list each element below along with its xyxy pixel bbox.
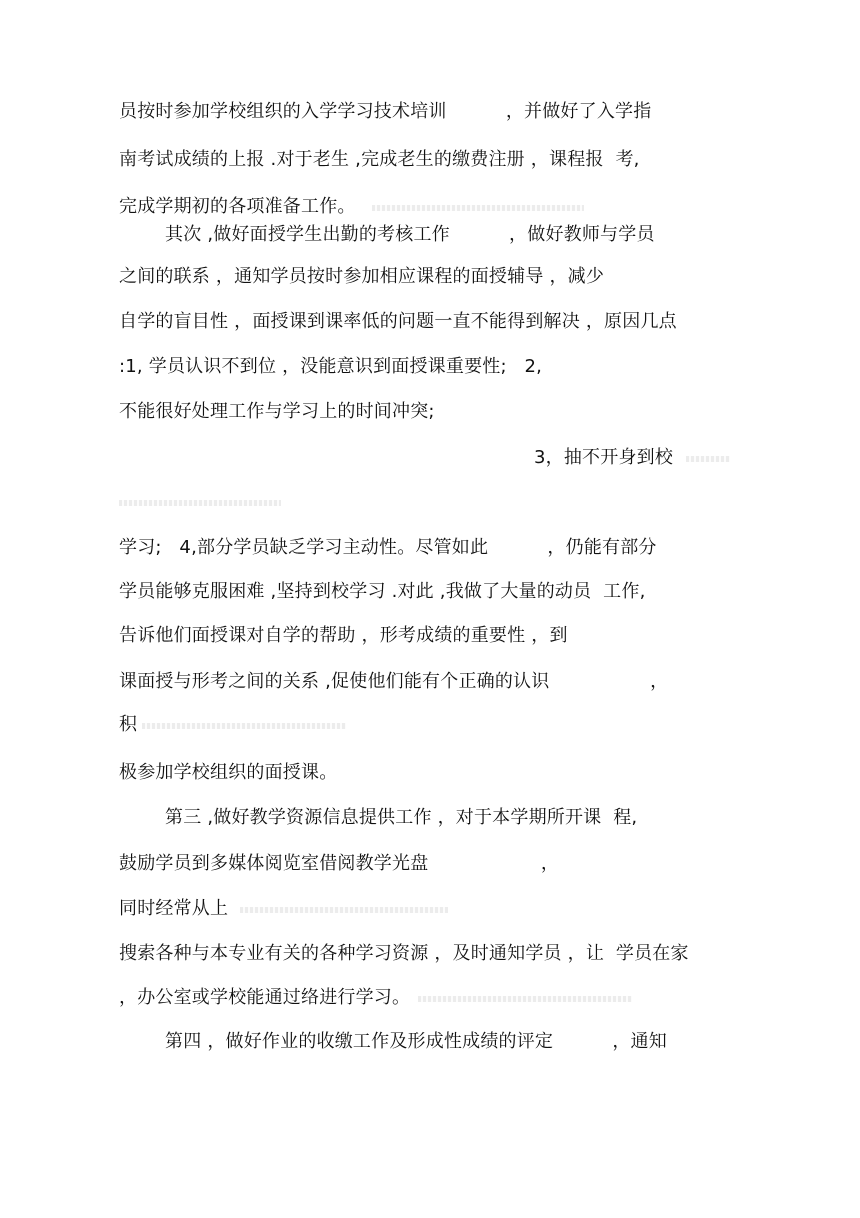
watermark-streak <box>686 456 730 462</box>
text-line-11: 学员能够克服困难 ,坚持到校学习 .对此 ,我做了大量的动员 工作, <box>119 581 646 602</box>
text-line-20: ，办公室或学校能通过络进行学习。 <box>119 987 411 1008</box>
text-line-7: :1, 学员认识不到位 ，没能意识到面授课重要性; 2, <box>119 356 543 377</box>
text-line-16: 第三 ,做好教学资源信息提供工作 ，对于本学期所开课 程, <box>165 807 638 828</box>
text-line-1: 员按时参加学校组织的入学学习技术培训 ，并做好了入学指 <box>119 101 652 122</box>
watermark-streak <box>119 500 281 506</box>
text-line-5: 之间的联系 ，通知学员按时参加相应课程的面授辅导 ，减少 <box>119 266 605 287</box>
text-line-14: 积 <box>119 714 138 735</box>
text-line-17: 鼓励学员到多媒体阅览室借阅教学光盘 ， <box>119 853 560 874</box>
text-line-6: 自学的盲目性 ，面授课到课率低的问题一直不能得到解决 ，原因几点 <box>119 311 677 332</box>
text-line-10: 学习; 4,部分学员缺乏学习主动性。尽管如此 ，仍能有部分 <box>119 537 657 558</box>
watermark-streak <box>142 723 346 729</box>
text-line-15: 极参加学校组织的面授课。 <box>119 762 338 783</box>
text-line-19: 搜索各种与本专业有关的各种学习资源 ，及时通知学员 ，让 学员在家 <box>119 943 689 964</box>
text-line-12: 告诉他们面授课对自学的帮助 ，形考成绩的重要性 ，到 <box>119 625 568 646</box>
watermark-streak <box>240 907 448 913</box>
text-line-4: 其次 ,做好面授学生出勤的考核工作 ，做好教师与学员 <box>165 224 655 245</box>
watermark-streak <box>372 205 584 211</box>
text-line-2: 南考试成绩的上报 .对于老生 ,完成老生的缴费注册 ，课程报 考, <box>119 149 640 170</box>
watermark-streak <box>418 996 632 1002</box>
text-line-13: 课面授与形考之间的关系 ,促使他们能有个正确的认识 ， <box>119 671 669 692</box>
text-line-8: 不能很好处理工作与学习上的时间冲突; <box>119 401 435 422</box>
text-line-21: 第四 ，做好作业的收缴工作及形成性成绩的评定 ，通知 <box>165 1031 667 1052</box>
text-line-3: 完成学期初的各项准备工作。 <box>119 196 356 217</box>
text-line-9: 3，抽不开身到校 <box>534 447 674 468</box>
text-line-18: 同时经常从上 <box>119 898 229 919</box>
